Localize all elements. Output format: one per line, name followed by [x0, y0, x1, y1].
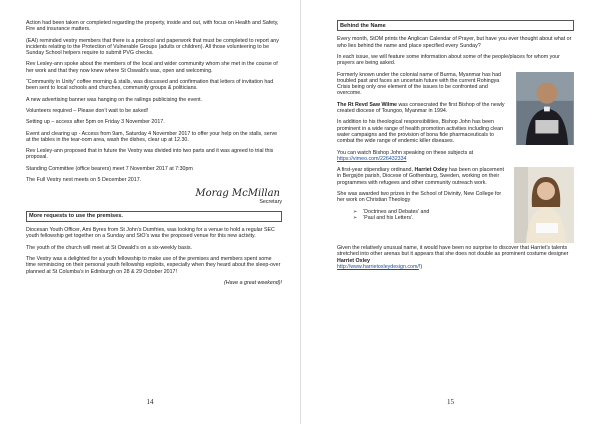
paragraph: Given the relatively unusual name, it would have been no surprise to discover that Harriet’s talents stretched into other arenas but it appears that she does not double as prominent costume designer Harriet Oxley http://www.harrietoxleydesign.com/!)	[337, 245, 569, 271]
paragraph: The Rt Revd Saw Wilme was consecrated the first Bishop of the newly created diocese of Toungoo, Myanmar in 1994.	[337, 101, 505, 115]
paragraph: Standing Committee (office bearers) meet 7 November 2017 at 7:30pm	[26, 165, 193, 172]
prize-list	[353, 209, 574, 222]
bishop-name: The Rt Revd Saw Wilme	[337, 101, 397, 108]
paragraph: (EAI) reminded vestry members that there is a protocol and paperwork that must be completed to report any incidents relating to the Protection of Vulnerable Groups (adults or children). All those volunteering to be Sunday School helpers require to submit PVG checks.	[26, 37, 279, 57]
right-page	[300, 0, 600, 424]
paragraph: She was awarded two prizes in the School of Divinity, New College for her work on Christian Theology	[337, 191, 502, 204]
paragraph: Diocesan Youth Officer, Ami Byres from St John’s Dumfries, was looking for a venue to hold a regular SEC youth fellowship get together on a Sunday and StO’s was the proposed venue for this new activity.	[26, 227, 275, 240]
paragraph: Volunteers required – Please don’t wait to be asked!	[26, 107, 149, 114]
paragraph: Setting up – access after 5pm on Friday 3 November 2017.	[26, 119, 165, 126]
secretary-role: Secretary	[259, 199, 282, 206]
paragraph: Every month, StOM prints the Anglican Calendar of Prayer, but have you ever thought about what or who lies behind the name and place specified every Sunday?	[337, 36, 572, 49]
paragraph: The Vestry was a delighted for a youth fellowship to make use of the premises and members spent some time reminiscing on their personal youth fellowship exploits, especially when they heard about the sleep-over planned at St Columba’s in Edinburgh on 28 & 29 October 2017!	[26, 255, 281, 275]
list-item: ➢ ‘Doctrines and Debates’ and	[353, 209, 574, 216]
paragraph: The youth of the church will meet at St Oswald’s on a six-weekly basis.	[26, 244, 192, 251]
page-number-left: 14	[146, 398, 154, 406]
paragraph: In addition to his theological responsibilities, Bishop John has been prominent in a wide range of health promotion activities including clean water campaigns and the provision of bona fide pharmaceuticals to combat the wide range of endemic killer diseases.	[337, 119, 504, 145]
vimeo-link[interactable]: https://vimeo.com/226432334	[337, 155, 407, 162]
paragraph: Rev Lesley-ann proposed that in future the Vestry was divided into two parts and it was agreed to trial this proposal.	[26, 148, 274, 161]
paragraph: The Full Vestry next meets on 5 December 2017.	[26, 177, 142, 184]
paragraph: Rev Lesley-ann spoke about the members of the local and wider community whom she met in the course of her work and that they now knew where St Oswald’s was, open and welcoming.	[26, 61, 278, 74]
bishop-photo	[516, 72, 574, 145]
harriet-name: Harriet Oxley	[414, 167, 448, 174]
closing-note: (Have a great weekend)!	[223, 279, 282, 286]
section-heading-premises: More requests to use the premises.	[26, 211, 282, 222]
paragraph: You can watch Bishop John speaking on these subjects at https://vimeo.com/226432334	[337, 149, 474, 162]
paragraph: Formerly known under the colonial name of Burma, Myanmar has had troubled past and faces an uncertain future with the current Rohingya Crisis being only one element of the issues to be confronted and overcome.	[337, 71, 501, 97]
paragraph: A first-year stipendiary ordinand, Harriet Oxley has been on placement in Bergsjön parish, Diocese of Gothenburg, Sweden, working on their programmes with refugees and other community outreach work.	[337, 167, 504, 186]
paragraph: Action had been taken or completed regarding the property, inside and out, with focus on Health and Safety, Fire and insurance matters.	[26, 20, 279, 33]
designer-link[interactable]: http://www.harrietoxleydesign.com/	[337, 264, 419, 271]
harriet-name-designer: Harriet Oxley	[337, 257, 370, 264]
paragraph: In each issue, we will feature some information about some of the people/places for whom your prayers are being asked.	[337, 54, 560, 67]
secretary-signature: Morag McMillan	[195, 188, 280, 200]
paragraph: “Community in Unity” coffee morning & stalls, was discussed and confirmation that letters of invitation had been sent to local schools and churches, community groups & politicians.	[26, 79, 274, 92]
list-item: ➢ ‘Paul and his Letters’.	[353, 215, 574, 222]
page-number-right: 15	[447, 398, 454, 406]
paragraph: A new advertising banner was hanging on the railings publicising the event.	[26, 96, 203, 103]
section-heading-behind-the-name: Behind the Name	[337, 20, 574, 31]
harriet-photo	[514, 167, 574, 243]
paragraph: Event and clearing up - Access from 9am, Saturday 4 November 2017 to offer your help on the stalls, serve at the tables in the tear-oom area, wash the dishes, clear up at 12.30.	[26, 130, 278, 143]
